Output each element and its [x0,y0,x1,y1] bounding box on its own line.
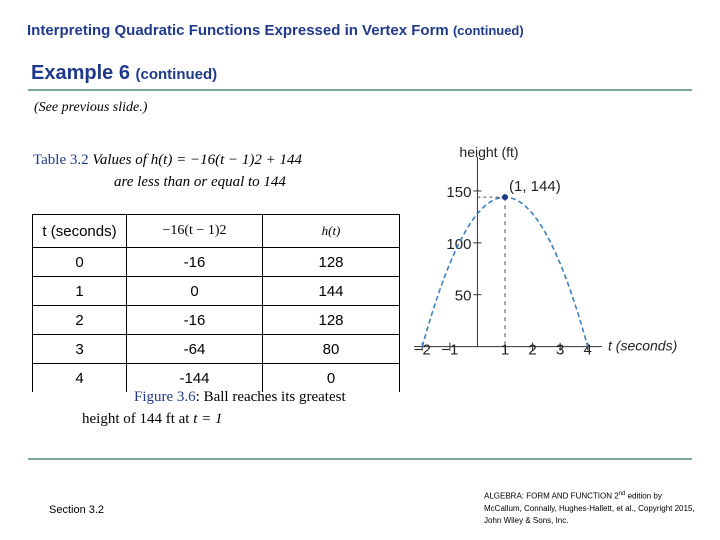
figure-caption [82,386,422,430]
see-previous-note: (See previous slide.) [34,100,148,115]
x-tick-label: 1 [500,341,510,359]
figure-caption-text2: height of 144 ft at [82,411,190,427]
parabola-chart [396,135,706,375]
table-cell: -16 [127,248,263,277]
table-header-t: t (seconds) [33,215,127,248]
table-cell: 0 [33,248,127,277]
table-cell: 0 [127,277,263,306]
bottom-divider [28,458,692,460]
x-tick-label: −1 [441,341,459,359]
slide-title-suffix: (continued) [452,23,524,38]
table-row [33,248,400,277]
values-table [32,214,400,392]
y-tick-label: 50 [454,287,472,305]
y-tick-label: 100 [446,235,472,253]
x-tick-label: 3 [555,341,565,359]
figure-caption-text1: : Ball reaches its greatest [195,389,346,405]
table-row [33,277,400,306]
x-tick-label: 2 [528,341,537,359]
table-cell: 1 [33,277,127,306]
table-cell: 0 [263,364,400,393]
table-header-h: h(t) [263,215,400,248]
table-cell: -64 [127,335,263,364]
y-axis-label: height (ft) [459,144,519,160]
subtitle-main: Example 6 [31,62,130,84]
table-cell: 4 [33,364,127,393]
table-caption-label: Table 3.2 [33,152,89,168]
figure-caption-label: Figure 3.6 [134,389,196,405]
vertex-point [502,194,508,200]
table-cell: 3 [33,335,127,364]
table-row [33,306,400,335]
table-header-row [33,215,400,248]
table-cell: -144 [127,364,263,393]
table-caption [33,149,393,193]
vertex-annotation: (1, 144) [509,178,561,196]
x-axis-label: t (seconds) [608,337,678,354]
figure-caption-text3: t = 1 [193,411,223,427]
table-cell: 80 [263,335,400,364]
credit-part2: edition by McCallum, Connally, Hughes-Hallett, et al., Copyright 2015, John Wiley & Sons, Inc. [484,491,695,525]
table-caption-line2: are less than or equal to 144 [114,174,286,190]
slide-title-main: Interpreting Quadratic Functions Expressed in Vertex Form [27,22,449,39]
subtitle-suffix: (continued) [135,66,218,83]
table-cell: 2 [33,306,127,335]
table-caption-line1: Values of h(t) = −16(t − 1)2 + 144 [92,152,302,168]
credit-superscript: nd [618,491,626,497]
section-label: Section 3.2 [49,504,105,516]
top-divider [28,89,692,91]
y-tick-label: 150 [446,183,472,201]
x-tick-label: 4 [583,341,592,359]
x-tick-label: −2 [413,341,431,359]
table-header-expression: −16(t − 1)2 [127,215,263,248]
credit-part1: ALGEBRA: FORM AND FUNCTION 2 [484,491,619,501]
copyright-credit [484,488,700,527]
slide-title [27,22,524,39]
table-row [33,335,400,364]
table-cell: 128 [263,248,400,277]
table-cell: 144 [263,277,400,306]
table-cell: -16 [127,306,263,335]
slide-subtitle [31,62,217,85]
table-cell: 128 [263,306,400,335]
